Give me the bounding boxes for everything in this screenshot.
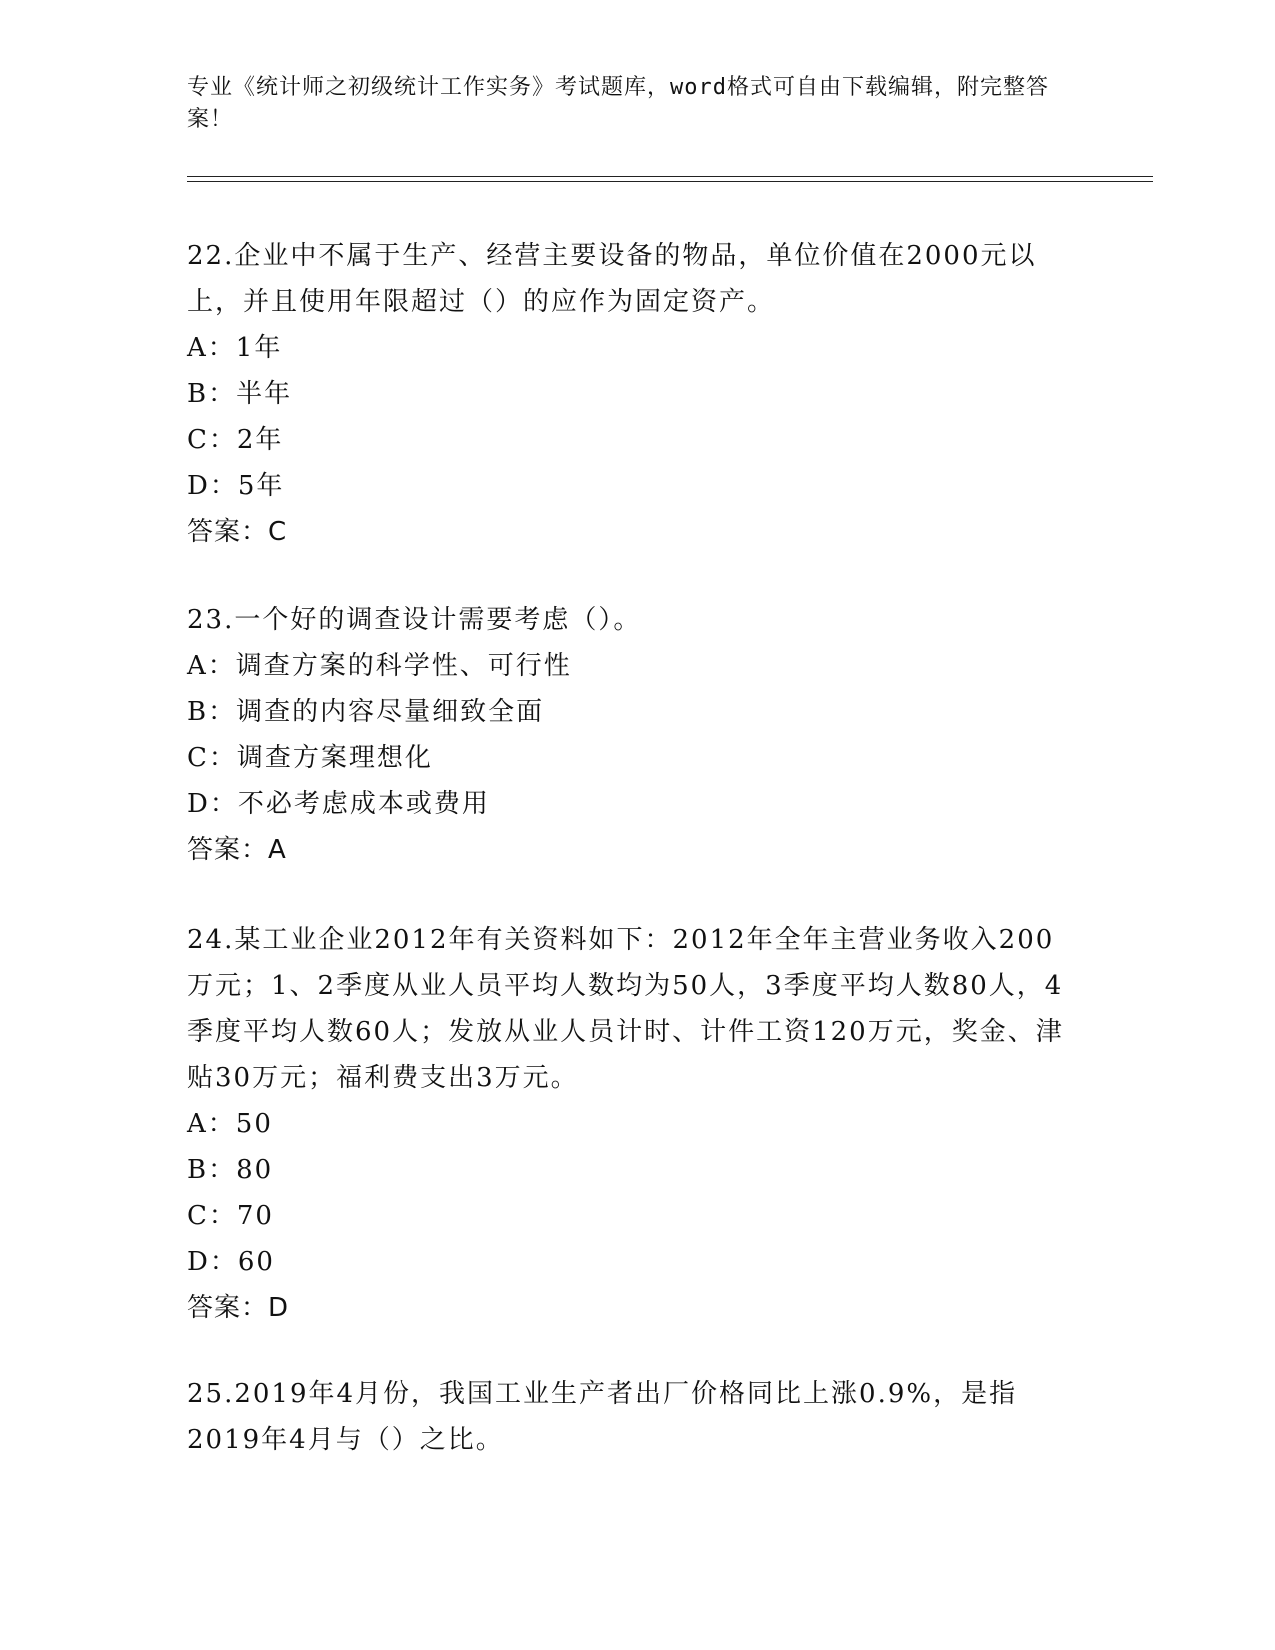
option-c: C：2年 <box>187 425 284 455</box>
option-c: C：70 <box>187 1201 274 1231</box>
question-24 <box>187 917 1067 1331</box>
answer: 答案：D <box>187 1293 290 1323</box>
option-a: A：调查方案的科学性、可行性 <box>187 651 572 681</box>
question-stem: 25.2019年4月份，我国工业生产者出厂价格同比上涨0.9%，是指2019年4月与（）之比。 <box>187 1379 1018 1455</box>
question-stem: 22.企业中不属于生产、经营主要设备的物品，单位价值在2000元以上，并且使用年限超过（）的应作为固定资产。 <box>187 241 1037 317</box>
option-b: B：调查的内容尽量细致全面 <box>187 697 545 727</box>
option-d: D：5年 <box>187 471 285 501</box>
option-a: A：50 <box>187 1109 273 1139</box>
question-stem: 24.某工业企业2012年有关资料如下：2012年全年主营业务收入200万元；1、2季度从业人员平均人数均为50人，3季度平均人数80人，4季度平均人数60人；发放从业人员计时、计件工资120万元，奖金、津贴30万元；福利费支出3万元。 <box>187 925 1064 1093</box>
document-header: 专业《统计师之初级统计工作实务》考试题库，word格式可自由下载编辑，附完整答案！ <box>187 75 1049 132</box>
option-d: D：60 <box>187 1247 275 1277</box>
option-c: C：调查方案理想化 <box>187 743 433 773</box>
answer: 答案：A <box>187 835 287 865</box>
option-d: D：不必考虑成本或费用 <box>187 789 490 819</box>
header-divider-bottom <box>187 181 1153 182</box>
question-stem: 23.一个好的调查设计需要考虑（）。 <box>187 605 642 635</box>
option-b: B：半年 <box>187 379 293 409</box>
question-25 <box>187 1371 1067 1463</box>
question-22 <box>187 233 1067 555</box>
answer: 答案：C <box>187 517 288 547</box>
option-b: B：80 <box>187 1155 274 1185</box>
question-23 <box>187 597 1067 873</box>
option-a: A：1年 <box>187 333 283 363</box>
header-divider-top <box>187 176 1153 177</box>
